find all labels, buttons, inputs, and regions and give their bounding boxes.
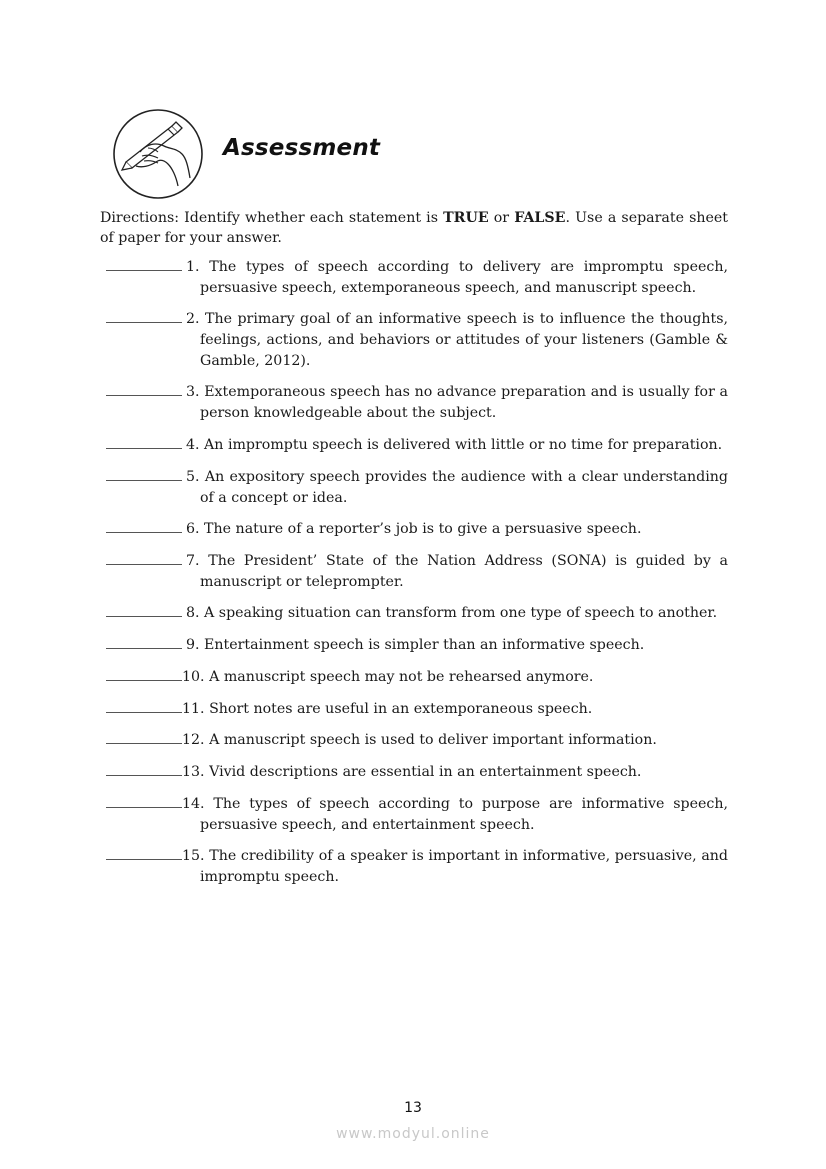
answer-blank[interactable] bbox=[106, 775, 182, 776]
hand-writing-icon bbox=[112, 108, 204, 200]
answer-blank[interactable] bbox=[106, 270, 182, 271]
answer-blank[interactable] bbox=[106, 480, 182, 481]
question-text: 7. The President’ State of the Nation Address (SONA) is guided by a manuscript or teleprompter. bbox=[186, 553, 728, 590]
question-text: 14. The types of speech according to purpose are informative speech, persuasive speech, and entertainment speech. bbox=[182, 796, 728, 833]
page-number: 13 bbox=[404, 1100, 422, 1116]
question-text: 3. Extemporaneous speech has no advance preparation and is usually for a person knowledgeable about the subject. bbox=[186, 384, 728, 421]
watermark: www.modyul.online bbox=[336, 1126, 490, 1142]
question-item bbox=[106, 699, 728, 720]
answer-blank[interactable] bbox=[106, 564, 182, 565]
directions-or: or bbox=[488, 210, 515, 226]
answer-blank[interactable] bbox=[106, 712, 182, 713]
answer-blank[interactable] bbox=[106, 680, 182, 681]
answer-blank[interactable] bbox=[106, 616, 182, 617]
question-item bbox=[106, 382, 728, 424]
question-item bbox=[106, 519, 728, 540]
page-title: Assessment bbox=[223, 135, 381, 161]
answer-blank[interactable] bbox=[106, 322, 182, 323]
question-item bbox=[106, 667, 728, 688]
question-text: 8. A speaking situation can transform from one type of speech to another. bbox=[186, 605, 718, 621]
true-keyword: TRUE bbox=[443, 210, 489, 226]
question-item bbox=[106, 435, 728, 456]
question-item bbox=[106, 257, 728, 299]
question-item bbox=[106, 846, 728, 888]
answer-blank[interactable] bbox=[106, 448, 182, 449]
question-text: 1. The types of speech according to delivery are impromptu speech, persuasive speech, extemporaneous speech, and manuscript speech. bbox=[186, 259, 728, 296]
answer-blank[interactable] bbox=[106, 532, 182, 533]
directions bbox=[100, 208, 728, 248]
question-text: 5. An expository speech provides the audience with a clear understanding of a concept or idea. bbox=[186, 469, 728, 506]
answer-blank[interactable] bbox=[106, 807, 182, 808]
question-text: 15. The credibility of a speaker is important in informative, persuasive, and impromptu speech. bbox=[182, 848, 728, 885]
directions-tail: . Use a separate sheet of paper for your answer. bbox=[100, 210, 728, 246]
directions-lead: Directions: Identify whether each statement is bbox=[100, 210, 444, 226]
answer-blank[interactable] bbox=[106, 648, 182, 649]
question-item bbox=[106, 467, 728, 509]
answer-blank[interactable] bbox=[106, 743, 182, 744]
question-item bbox=[106, 762, 728, 783]
question-text: 12. A manuscript speech is used to deliver important information. bbox=[182, 732, 657, 748]
question-item bbox=[106, 551, 728, 593]
question-text: 2. The primary goal of an informative speech is to influence the thoughts, feelings, actions, and behaviors or attitudes of your listeners (Gamble & Gamble, 2012). bbox=[186, 311, 728, 369]
question-text: 6. The nature of a reporter’s job is to give a persuasive speech. bbox=[186, 521, 642, 537]
question-item bbox=[106, 309, 728, 372]
question-text: 11. Short notes are useful in an extemporaneous speech. bbox=[182, 701, 593, 717]
question-text: 10. A manuscript speech may not be rehearsed anymore. bbox=[182, 669, 594, 685]
question-text: 9. Entertainment speech is simpler than an informative speech. bbox=[186, 637, 645, 653]
question-item bbox=[106, 794, 728, 836]
question-item bbox=[106, 730, 728, 751]
false-keyword: FALSE bbox=[514, 210, 566, 226]
answer-blank[interactable] bbox=[106, 859, 182, 860]
question-text: 4. An impromptu speech is delivered with little or no time for preparation. bbox=[186, 437, 723, 453]
answer-blank[interactable] bbox=[106, 395, 182, 396]
question-item bbox=[106, 635, 728, 656]
question-text: 13. Vivid descriptions are essential in an entertainment speech. bbox=[182, 764, 642, 780]
question-item bbox=[106, 603, 728, 624]
